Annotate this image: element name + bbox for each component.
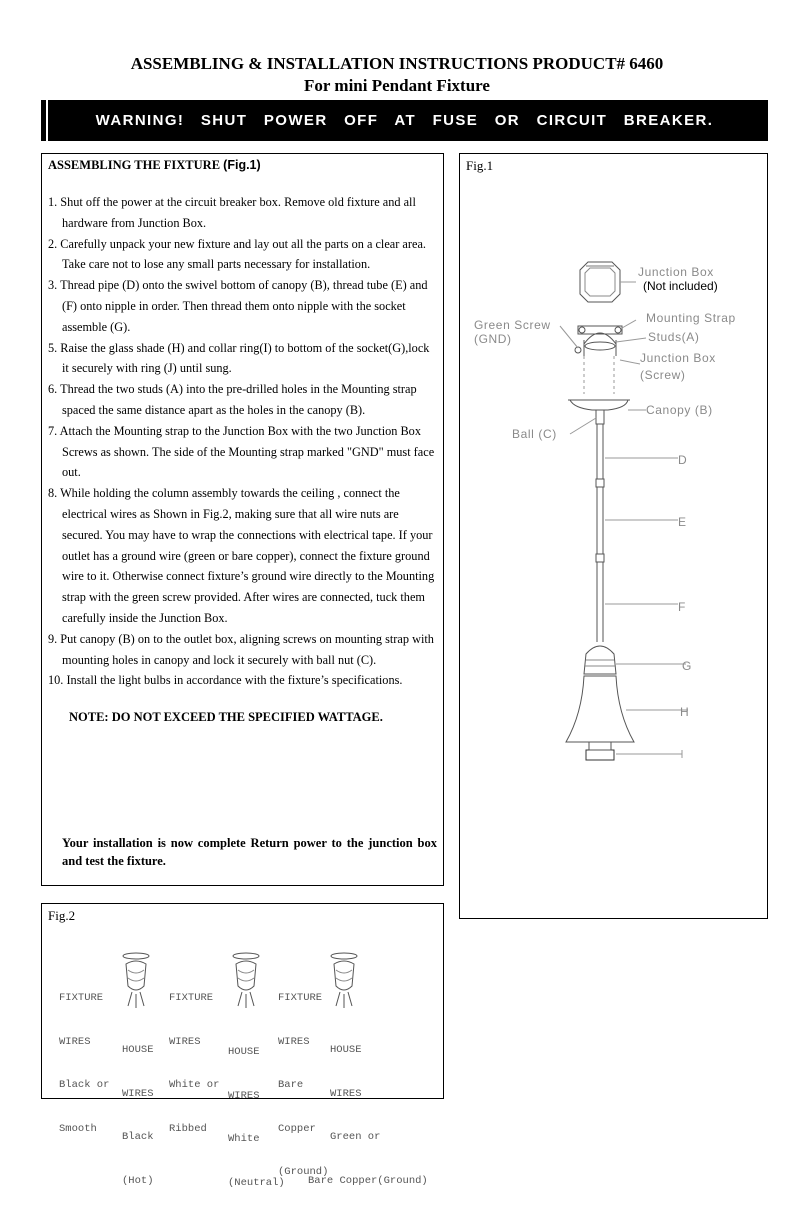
wire-label-line: Smooth [59, 1122, 97, 1135]
house-white-label [228, 1016, 285, 1219]
warning-text: WARNING! SHUT POWER OFF AT FUSE OR CIRCUIT BREAKER. [95, 112, 714, 129]
wire-label-line: Copper [278, 1122, 316, 1135]
label-gnd: (GND) [474, 332, 512, 346]
wire-nut-icon [326, 950, 362, 1014]
label-canopy: Canopy (B) [646, 403, 713, 417]
label-junction-box-screw: Junction Box [640, 351, 716, 365]
junction-box-screw-left [579, 327, 585, 333]
pendant-exploded-diagram [460, 154, 767, 918]
leader-studs [616, 338, 646, 342]
label-screw: (Screw) [640, 368, 686, 382]
wire-label-line: (Neutral) [228, 1176, 285, 1189]
step-item: 2. Carefully unpack your new fixture and lay out all the parts on a clear area. Take care not to lose any small parts necessary for installation. [48, 236, 426, 272]
label-ball: Ball (C) [512, 427, 557, 441]
label-g: G [682, 659, 692, 673]
step-item: 10. Install the light bulbs in accordance with the fixture’s specifications. [48, 673, 403, 688]
wire-label-line: Green or [330, 1131, 381, 1143]
label-not-included: (Not included) [643, 279, 718, 293]
wire-label-line: HOUSE [228, 1046, 260, 1058]
label-mounting-strap: Mounting Strap [646, 311, 736, 325]
fixture-black-label [59, 962, 109, 1165]
stem-joint [596, 554, 604, 562]
leader-junction-screw [620, 360, 640, 364]
wire-label-line: Black [122, 1131, 154, 1143]
step-item: 3. Thread pipe (D) onto the swivel bottom of canopy (B), thread tube (E) and (F) onto nipple in order. Then thread them onto nipple with the socket assemble (G). [48, 278, 428, 334]
wire-label-line: Black or [59, 1079, 110, 1091]
fixture-white-label [169, 962, 219, 1165]
stem-joint [596, 479, 604, 487]
wire-label-line: FIXTURE [169, 992, 214, 1004]
assembling-heading [48, 158, 261, 173]
ball-nut-shape [596, 410, 604, 424]
step-item: 9. Put canopy (B) on to the outlet box, aligning screws on mounting strap with mounting holes in canopy and lock it securely with ball nut (C). [48, 631, 434, 667]
assembly-steps [48, 192, 438, 691]
step-item: 7. Attach the Mounting strap to the Junction Box with the two Junction Box Screws as shown. The side of the Mounting strap marked "GND" must face out. [48, 423, 435, 480]
figure-1-panel [459, 153, 768, 919]
leader-mounting-strap [622, 320, 636, 328]
assembling-heading-ref: (Fig.1) [223, 158, 261, 172]
warning-banner [41, 100, 768, 141]
ring-j-shape [586, 750, 614, 760]
leader-green-screw [560, 326, 578, 348]
label-junction-box: Junction Box [638, 265, 714, 279]
label-e: E [678, 515, 687, 529]
glass-shade-shape [566, 676, 634, 742]
wattage-note: NOTE: DO NOT EXCEED THE SPECIFIED WATTAGE. [69, 710, 383, 724]
figure-2-panel [41, 903, 444, 1189]
wire-label-line: (Ground) [278, 1166, 329, 1178]
strap-ring [585, 342, 615, 350]
label-studs: Studs(A) [648, 330, 700, 344]
step-item: 5. Raise the glass shade (H) and collar ring(I) to bottom of the socket(G),lock it securely with ring (J) until sung. [48, 340, 430, 376]
wire-nut-icon [118, 950, 154, 1014]
wire-label-line: (Hot) [122, 1174, 154, 1187]
house-ground-label [308, 1014, 428, 1217]
wire-label-line: Bare [278, 1079, 304, 1091]
wire-label-line: Ribbed [169, 1122, 207, 1135]
wire-label-line: White [228, 1133, 260, 1145]
document-subtitle: For mini Pendant Fixture [304, 76, 490, 95]
label-f: F [678, 600, 686, 614]
wire-label-line: WIRES [59, 1035, 91, 1048]
junction-box-inner [585, 268, 615, 296]
house-black-label [122, 1014, 154, 1217]
junction-box-screw-right [615, 327, 621, 333]
document-title: ASSEMBLING & INSTALLATION INSTRUCTIONS PRODUCT# 6460 [130, 54, 664, 73]
ring-j-bottom [589, 742, 611, 750]
wire-label-line: WIRES [228, 1089, 260, 1102]
wire-nut-icon [228, 950, 264, 1014]
assembling-heading-text: ASSEMBLING THE FIXTURE [48, 158, 224, 172]
wire-label-line: FIXTURE [278, 992, 323, 1004]
figure-2-caption: Fig.2 [48, 908, 76, 923]
label-h: H [680, 705, 690, 719]
wire-label-line: FIXTURE [59, 992, 104, 1004]
wire-label-line: HOUSE [122, 1044, 154, 1056]
step-item: 1. Shut off the power at the circuit breaker box. Remove old fixture and all hardware from Junction Box. [48, 195, 416, 230]
wire-label-line: WIRES [278, 1035, 310, 1048]
wire-label-line: Bare Copper(Ground) [308, 1174, 428, 1187]
wire-label-line: WIRES [330, 1087, 362, 1100]
completion-note: Your installation is now complete Return power to the junction box and test the fixture. [62, 836, 437, 868]
label-green-screw: Green Screw [474, 318, 551, 332]
step-item: 6. Thread the two studs (A) into the pre-drilled holes in the Mounting strap spaced the same distance apart as the holes in the canopy (B). [48, 382, 417, 417]
wire-label-line: White or [169, 1079, 220, 1091]
assembling-section [41, 153, 444, 886]
leader-ball [570, 418, 596, 434]
wire-label-line: WIRES [122, 1087, 154, 1100]
wire-label-line: WIRES [169, 1035, 201, 1048]
canopy-shape [570, 400, 628, 410]
wire-label-line: HOUSE [330, 1044, 362, 1056]
figure-1-caption: Fig.1 [466, 158, 494, 173]
step-item: 8. While holding the column assembly towards the ceiling , connect the electrical wires as Shown in Fig.2, making sure that all wire nuts are secured. You may have to wrap the connections with electrical tape. If your outlet has a ground wire (green or bare copper), connect the fixture ground wire to it. Otherwise connect fixture’s ground wire directly to the Mounting strap with the green screw provided. After wires are connected, tuck them carefully inside the Junction Box. [48, 486, 435, 625]
label-d: D [678, 453, 688, 467]
